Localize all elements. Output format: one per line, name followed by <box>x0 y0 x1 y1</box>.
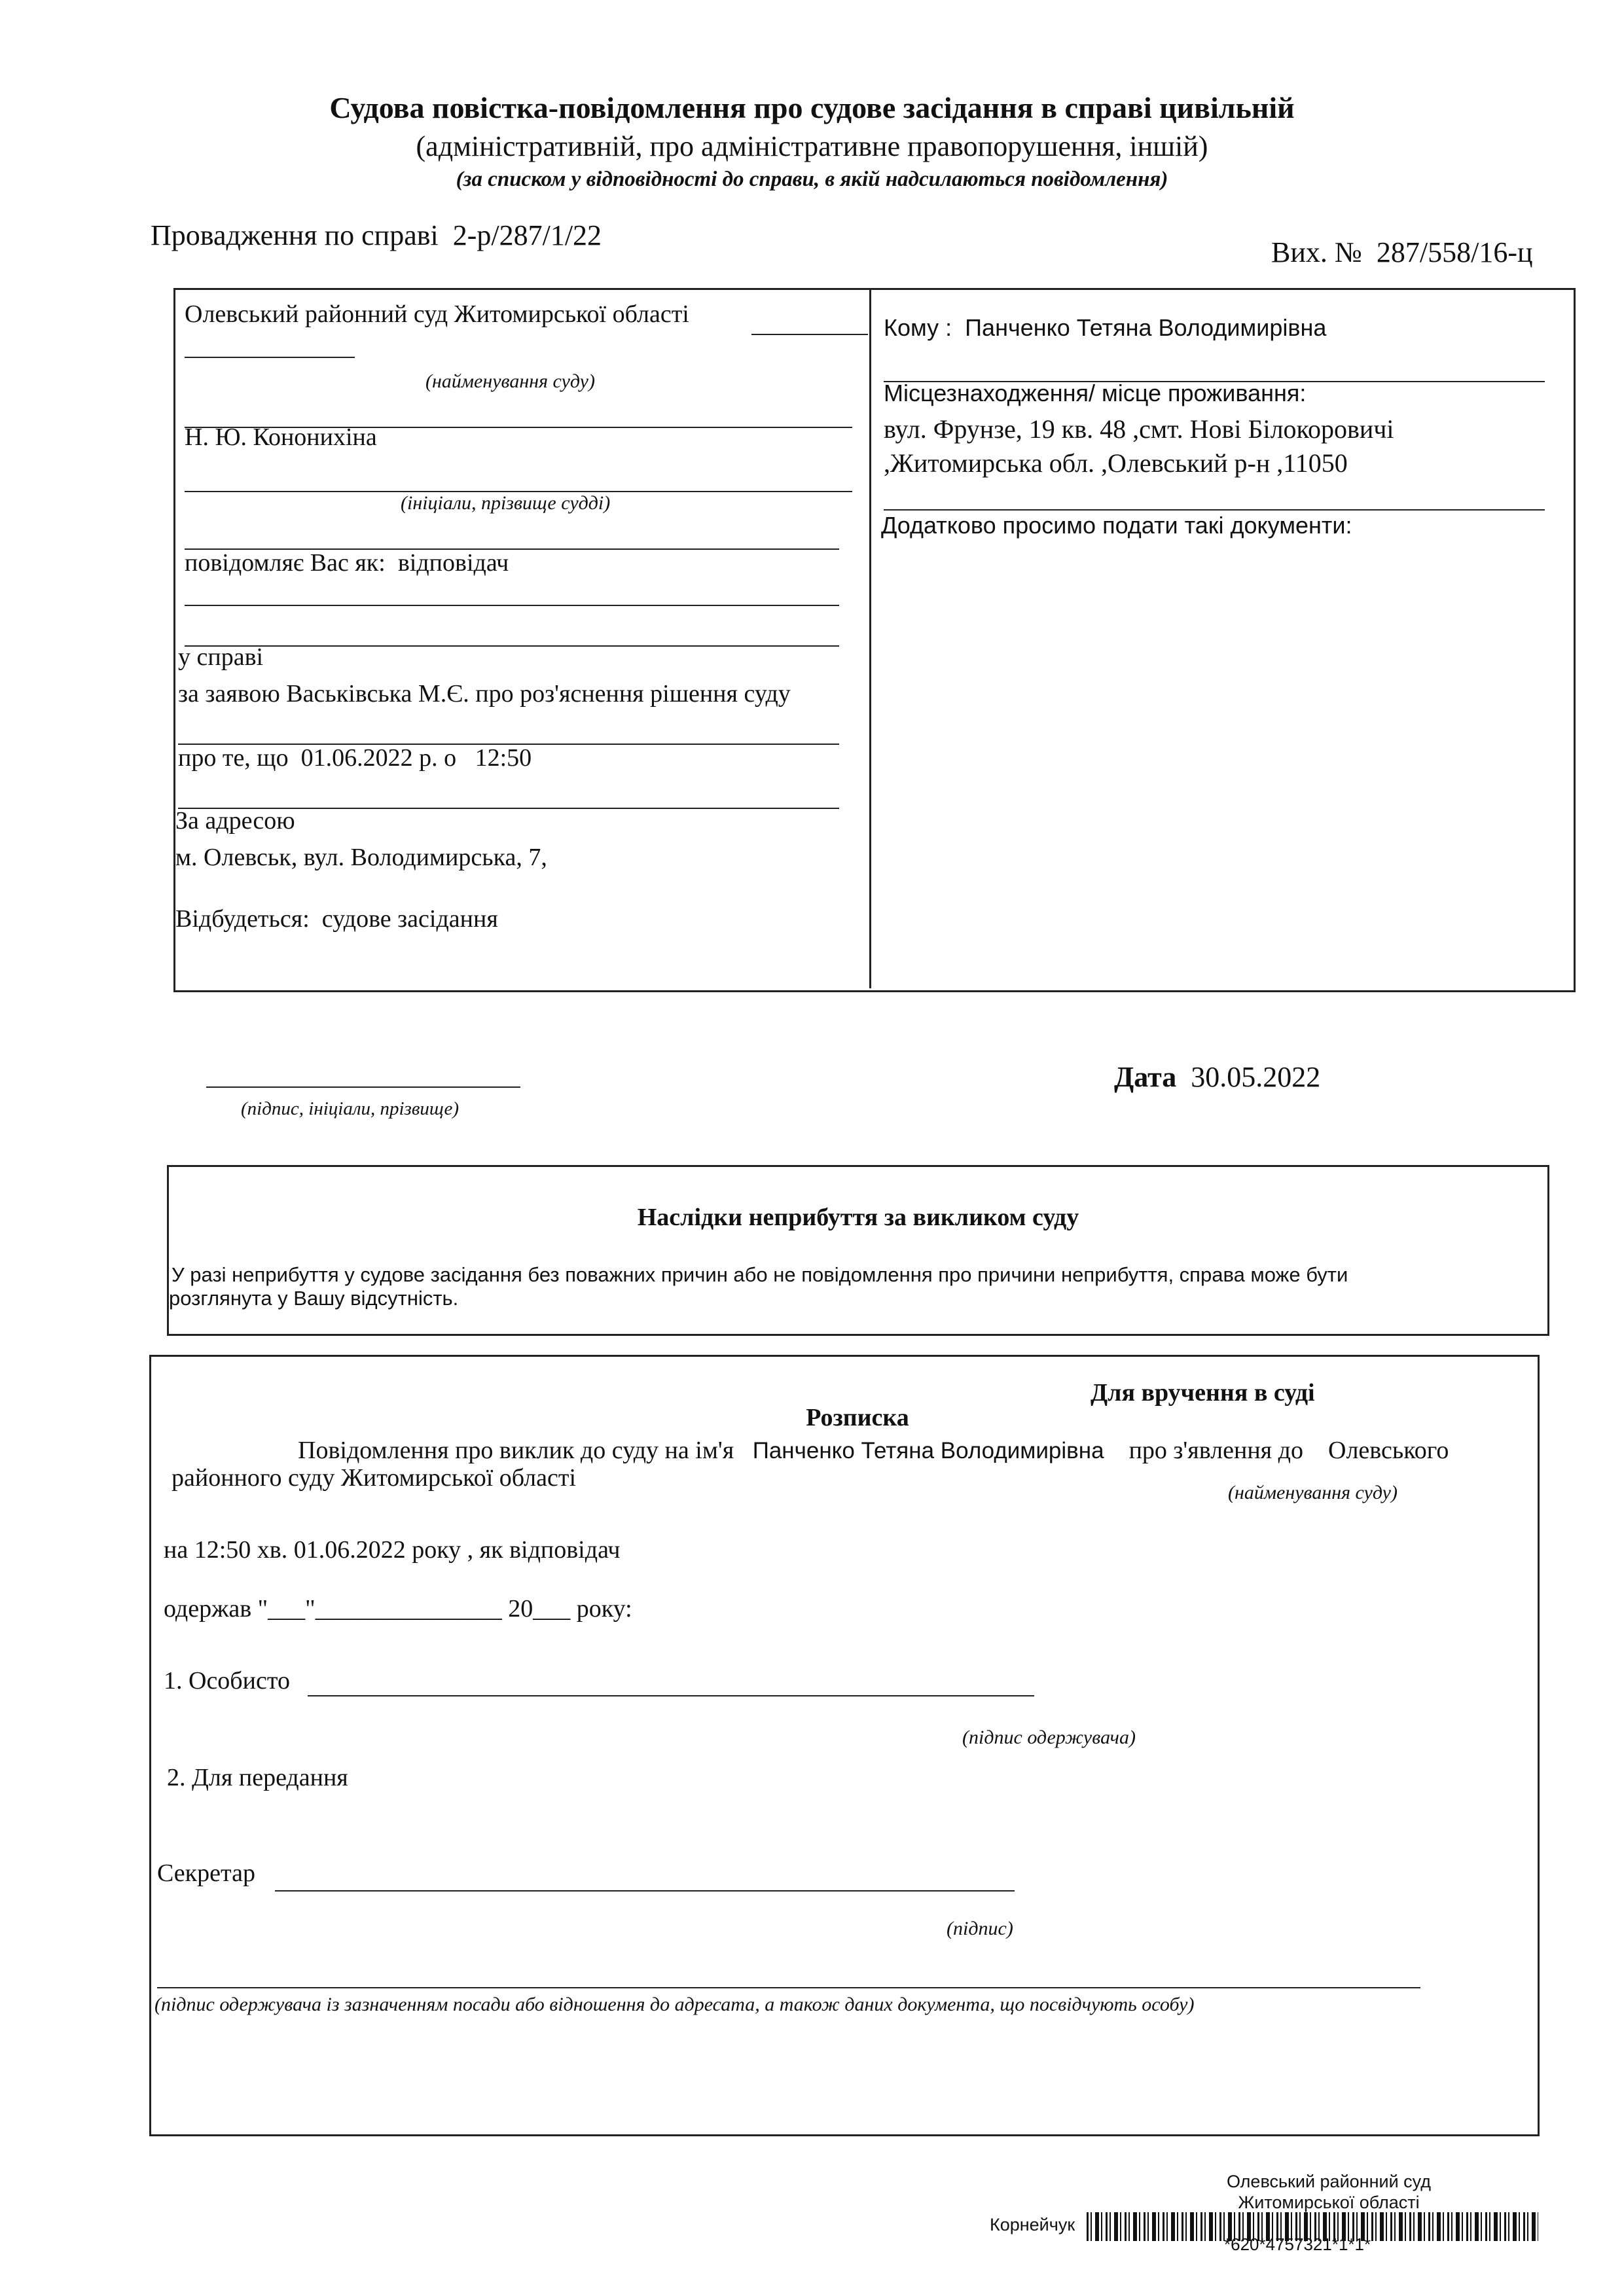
date-label: Дата <box>1114 1061 1177 1093</box>
case-label-left: у справі <box>178 643 264 671</box>
recipient-caption: (підпис одержувача) <box>962 1727 1136 1748</box>
stamp-court-2: Житомирської області <box>1238 2193 1420 2212</box>
receipt-court-caption: (найменування суду) <box>1228 1482 1398 1503</box>
receipt-court-a: Олевського <box>1328 1437 1449 1464</box>
rule <box>185 645 839 647</box>
receipt-court-b: районного суду Житомирської області <box>171 1464 577 1492</box>
when-label: про те, що <box>178 744 289 772</box>
extra-documents: Додатково просимо подати такі документи: <box>881 512 1352 539</box>
clerk-name: Корнейчук <box>990 2215 1075 2234</box>
court-caption: (найменування суду) <box>425 370 595 392</box>
case-proceeding <box>151 219 602 252</box>
personally-signature-line <box>308 1695 1034 1696</box>
recipient <box>884 314 1326 342</box>
recipient-address-1: вул. Фрунзе, 19 кв. 48 ,смт. Нові Білокоровичі <box>884 414 1394 444</box>
judge-caption: (ініціали, прізвище судді) <box>401 492 611 514</box>
for-court-delivery: Для вручення в суді <box>1091 1379 1315 1407</box>
rule <box>751 334 868 335</box>
document-subtitle: (адміністративній, про адміністративне правопорушення, іншій) <box>416 130 1208 162</box>
court-name: Олевський районний суд Житомирської області <box>185 300 689 328</box>
secretary-sign-caption: (підпис) <box>947 1918 1013 1939</box>
when-date: 01.06.2022 р. о <box>300 744 457 772</box>
date-value: 30.05.2022 <box>1191 1061 1321 1093</box>
barcode-text: *620*4757321*1*1* <box>1224 2234 1371 2254</box>
notify-role <box>185 548 509 577</box>
recipient-address-2: ,Житомирська обл. ,Олевський р-н ,11050 <box>884 448 1348 478</box>
notify-label: повідомляє Вас як: <box>185 549 386 577</box>
receipt-name: Панченко Тетяна Володимирівна <box>752 1438 1104 1463</box>
to-name: Панченко Тетяна Володимирівна <box>965 314 1327 341</box>
consequences-title: Наслідки неприбуття за викликом суду <box>637 1204 1079 1231</box>
event-line <box>175 905 498 933</box>
out-number: 287/558/16-ц <box>1376 236 1533 268</box>
stamp-court-1: Олевський районний суд <box>1226 2172 1432 2191</box>
address-label: За адресою <box>175 807 295 834</box>
notice-divider <box>869 289 871 988</box>
document-note: (за списком у відповідності до справи, в якій надсилаються повідомлення) <box>456 168 1168 191</box>
issue-date <box>1114 1060 1320 1094</box>
consequences-text-1: У разі неприбуття у судове засідання без поважних причин або не повідомлення про причини неприбуття, справа може бути <box>171 1263 1348 1286</box>
out-label: Вих. № <box>1271 236 1362 268</box>
document-title: Судова повістка-повідомлення про судове засідання в справі цивільній <box>329 91 1295 124</box>
receipt-title: Розписка <box>806 1404 909 1431</box>
signature-line <box>206 1086 520 1088</box>
rule <box>185 605 839 606</box>
location-label: Місцезнаходження/ місце проживання: <box>884 380 1307 406</box>
receipt-mid: про з'явлення до <box>1128 1437 1303 1464</box>
event-value: судове засідання <box>321 905 498 933</box>
notice-box <box>173 288 1576 992</box>
receipt-summons-line <box>298 1436 1449 1465</box>
rule <box>884 509 1545 511</box>
case-label: Провадження по справі <box>151 219 439 251</box>
rule <box>185 357 355 358</box>
receipt-time-line: на 12:50 хв. 01.06.2022 року , як відповідач <box>164 1536 621 1564</box>
receipt-footer-caption: (підпис одержувача із зазначенням посади або відношення до адресата, а також даних документа, що посвідчують особу) <box>154 1994 1195 2015</box>
receipt-prefix: Повідомлення про виклик до суду на ім'я <box>298 1437 734 1464</box>
case-number: 2-р/287/1/22 <box>452 219 602 251</box>
secretary-signature-line <box>275 1890 1015 1892</box>
transfer-label: 2. Для передання <box>167 1764 348 1791</box>
case-description: за заявою Васьківська М.Є. про роз'яснення рішення суду <box>178 680 791 708</box>
secretary-label: Секретар <box>157 1859 255 1887</box>
court-address: м. Олевськ, вул. Володимирська, 7, <box>175 844 547 871</box>
hearing-time <box>178 744 532 772</box>
judge-name: Н. Ю. Кононихіна <box>185 423 377 451</box>
consequences-text-2: розглянута у Вашу відсутність. <box>169 1287 459 1310</box>
recipient-full-signature-line <box>157 1987 1420 1988</box>
when-time: 12:50 <box>475 744 532 772</box>
event-label: Відбудеться: <box>175 905 310 933</box>
personally-label: 1. Особисто <box>164 1667 290 1695</box>
signature-caption: (підпис, ініціали, прізвище) <box>241 1098 460 1119</box>
received-line: одержав "___"_______________ 20___ року: <box>164 1595 632 1623</box>
to-label: Кому : <box>884 314 952 341</box>
notify-value: відповідач <box>397 549 509 577</box>
outgoing-number <box>1271 236 1533 269</box>
